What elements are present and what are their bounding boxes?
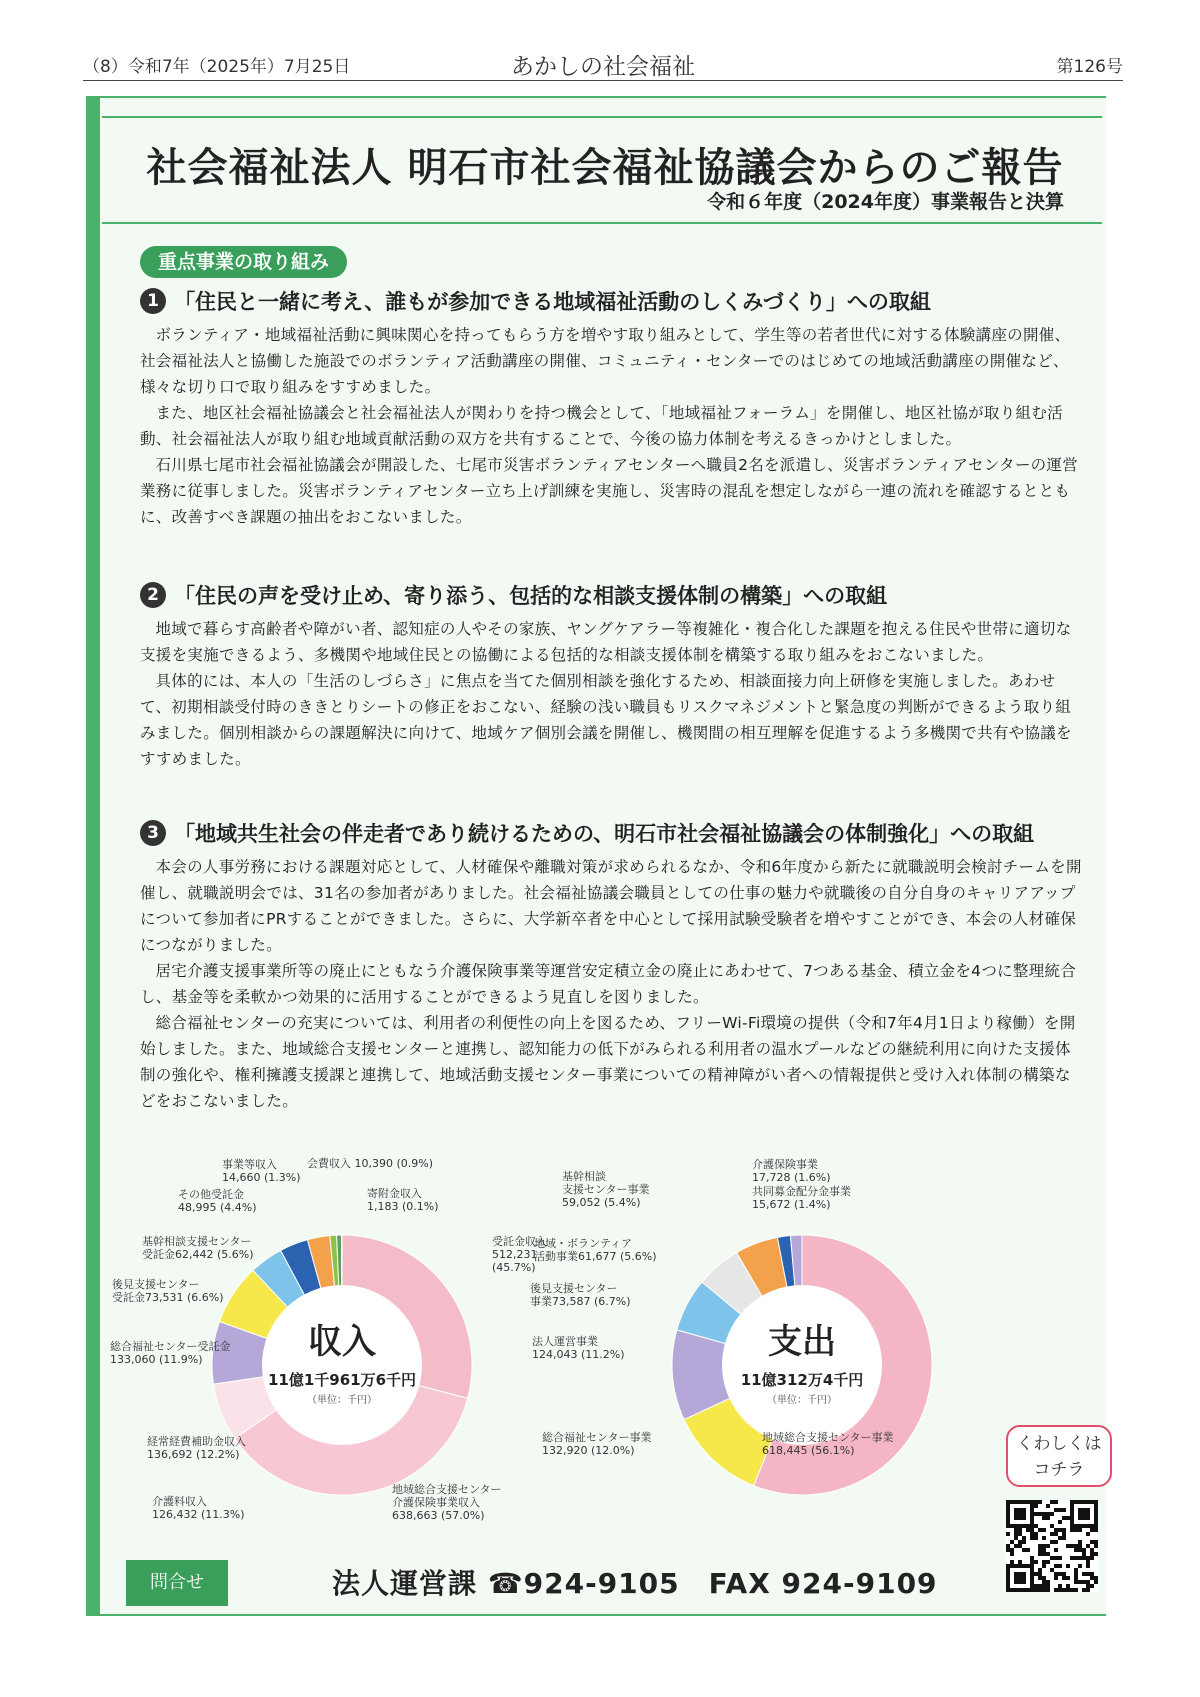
number-badge: 2 <box>140 582 166 608</box>
data-label: 133,060 (11.9%) <box>110 1353 203 1366</box>
data-label: 618,445 (56.1%) <box>762 1444 855 1457</box>
data-label: 基幹相談 <box>562 1170 606 1183</box>
donut-hole <box>262 1285 422 1445</box>
paragraph: また、地区社会福祉協議会と社会福祉法人が関わりを持つ機会として、「地域福祉フォーラム」を開催し、地区社協が取り組む活動、社会福祉法人が取り組む地域貢献活動の双方を共有することで、今後の協力体制を考えるきっかけとしました。 <box>140 404 1063 448</box>
page-title: 社会福祉法人 明石市社会福祉協議会からのご報告 <box>146 145 1064 191</box>
chart-total: 11億312万4千円 <box>740 1371 864 1389</box>
data-label: 136,692 (12.2%) <box>147 1448 240 1461</box>
paragraph: ボランティア・地域福祉活動に興味関心を持ってもらう方を増やす取り組みとして、学生等の若者世代に対する体験講座の開催、社会福祉法人と協働した施設でのボランティア活動講座の開催、コミュニティ・センターでのはじめての地域活動講座の開催など、様々な切り口で取り組みをすすめました。 <box>140 326 1071 396</box>
data-label: 活動事業61,677 (5.6%) <box>534 1250 657 1263</box>
data-label: 経常経費補助金収入 <box>147 1435 246 1448</box>
section-pill: 重点事業の取り組み <box>140 246 347 278</box>
data-label: 共同募金配分金事業 <box>752 1185 851 1198</box>
data-label: その他受託金 <box>178 1188 244 1201</box>
data-label: 124,043 (11.2%) <box>532 1348 625 1361</box>
page-subtitle: 令和６年度（2024年度）事業報告と決算 <box>707 191 1064 213</box>
section-1 <box>140 286 1085 530</box>
newsletter-name: あかしの社会福祉 <box>511 54 695 80</box>
qr-callout-line: コチラ <box>1033 1460 1085 1480</box>
paragraph: 本会の人事労務における課題対応として、人材確保や離職対策が求められるなか、令和6年度から新たに就職説明会検討チームを開催し、就職説明会では、31名の参加者がありました。社会福祉協議会職員としての仕事の魅力や就職後の自分自身のキャリアアップについて参加者にPRすることができました。さらに、大学新卒者を中心として採用試験受験者を増やすことができ、本会の人材確保につながりました。 <box>140 858 1082 954</box>
chart-unit: （単位：千円） <box>307 1395 377 1406</box>
data-label: 総合福祉センター受託金 <box>110 1340 231 1353</box>
paragraph: 総合福祉センターの充実については、利用者の利便性の向上を図るため、フリーWi-Fi環境の提供（令和7年4月1日より稼働）を開始しました。また、地域総合支援センターと連携し、認知能力の低下がみられる利用者の温水プールなどの継続利用に向けた支援体制の強化や、権利擁護支援課と連携して、地域活動支援センター事業についての精神障がい者への情報提供と受け入れ体制の構築などをおこないました。 <box>140 1014 1076 1110</box>
paragraph: 具体的には、本人の「生活のしづらさ」に焦点を当てた個別相談を強化するため、相談面接力向上研修を実施しました。あわせて、初期相談受付時のききとりシートの修正をおこない、経験の浅い職員もリスクマネジメントと緊急度の判断ができるよう取り組みました。個別相談からの課題解決に向けて、地域ケア個別会議を開催し、機関間の相互理解を促進するよう多機関で共有や協議をすすめました。 <box>140 672 1072 768</box>
contact-bar <box>102 1560 1002 1606</box>
contact-info: 法人運営課 ☎924-9105 FAX 924-9109 <box>332 1567 938 1600</box>
data-label: 寄附金収入 <box>367 1187 422 1200</box>
title-rule-bottom <box>102 222 1102 224</box>
data-label: 後見支援センター <box>530 1282 618 1295</box>
section-2 <box>140 580 1085 772</box>
title-rule-top <box>102 116 1102 118</box>
number-badge: 3 <box>140 820 166 846</box>
data-label: 14,660 (1.3%) <box>222 1171 301 1184</box>
data-label: 法人運営事業 <box>532 1335 598 1348</box>
data-label: 総合福祉センター事業 <box>542 1431 652 1444</box>
data-label: 地域・ボランティア <box>534 1237 633 1250</box>
issue-number: 第126号 <box>1056 57 1123 77</box>
data-label: 地域総合支援センター <box>392 1483 502 1496</box>
data-label: 会費収入 10,390 (0.9%) <box>307 1157 434 1170</box>
data-label: 受託金62,442 (5.6%) <box>142 1248 254 1261</box>
data-label: 15,672 (1.4%) <box>752 1198 831 1211</box>
contact-tag: 問合せ <box>126 1560 228 1606</box>
header-rule <box>83 80 1123 81</box>
data-label: 地域総合支援センター事業 <box>762 1431 894 1444</box>
data-label: 59,052 (5.4%) <box>562 1196 641 1209</box>
chart-title: 収入 <box>308 1322 376 1362</box>
number-badge: 1 <box>140 288 166 314</box>
donut-hole <box>722 1285 882 1445</box>
page-header <box>83 50 1123 78</box>
budget-charts <box>102 1150 1102 1545</box>
donut-charts-svg <box>102 1150 1102 1545</box>
data-label: (45.7%) <box>492 1261 536 1274</box>
qr-code[interactable] <box>1006 1500 1098 1592</box>
qr-callout-line: くわしくは <box>1016 1434 1102 1454</box>
section-title: 「地域共生社会の伴走者であり続けるための、明石市社会福祉協議会の体制強化」への取組 <box>174 822 1035 846</box>
paragraph: 地域で暮らす高齢者や障がい者、認知症の人やその家族、ヤングケアラー等複雑化・複合化した課題を抱える住民や世帯に適切な支援を実施できるよう、多機関や地域住民との協働による包括的な相談支援体制を構築する取り組みをおこないました。 <box>140 620 1072 664</box>
chart-title: 支出 <box>768 1322 836 1362</box>
data-label: 512,231 <box>492 1248 538 1261</box>
data-label: 介護料収入 <box>152 1495 207 1508</box>
data-label: 事業等収入 <box>222 1158 277 1171</box>
data-label: 17,728 (1.6%) <box>752 1171 831 1184</box>
data-label: 介護保険事業収入 <box>392 1496 480 1509</box>
section-title: 「住民の声を受け止め、寄り添う、包括的な相談支援体制の構築」への取組 <box>174 584 888 608</box>
section-heading <box>140 818 1085 848</box>
section-heading <box>140 286 1085 316</box>
section-heading <box>140 580 1085 610</box>
data-label: 受託金収入 <box>492 1235 547 1248</box>
data-label: 事業73,587 (6.7%) <box>530 1295 631 1308</box>
paragraph: 居宅介護支援事業所等の廃止にともなう介護保険事業等運営安定積立金の廃止にあわせて、7つある基金、積立金を4つに整理統合し、基金等を柔軟かつ効果的に活用することができるよう見直しを図りました。 <box>140 962 1077 1006</box>
data-label: 638,663 (57.0%) <box>392 1509 485 1522</box>
section-title: 「住民と一緒に考え、誰もが参加できる地域福祉活動のしくみづくり」への取組 <box>174 290 931 314</box>
qr-callout <box>1006 1425 1112 1487</box>
data-label: 1,183 (0.1%) <box>367 1200 439 1213</box>
data-label: 基幹相談支援センター <box>142 1235 252 1248</box>
data-label: 126,432 (11.3%) <box>152 1508 245 1521</box>
paragraph: 石川県七尾市社会福祉協議会が開設した、七尾市災害ボランティアセンターへ職員2名を派遣し、災害ボランティアセンターの運営業務に従事しました。災害ボランティアセンター立ち上げ訓練を実施し、災害時の混乱を想定しながら一連の流れを確認するとともに、改善すべき課題の抽出をおこないました。 <box>140 456 1079 526</box>
data-label: 132,920 (12.0%) <box>542 1444 635 1457</box>
data-label: 受託金73,531 (6.6%) <box>112 1291 224 1304</box>
issue-date: （8）令和7年（2025年）7月25日 <box>83 57 351 77</box>
data-label: 48,995 (4.4%) <box>178 1201 257 1214</box>
chart-total: 11億1千961万6千円 <box>267 1371 417 1389</box>
section-3 <box>140 818 1085 1114</box>
data-label: 支援センター事業 <box>562 1183 650 1196</box>
chart-unit: （単位：千円） <box>767 1395 837 1406</box>
data-label: 介護保険事業 <box>752 1158 818 1171</box>
data-label: 後見支援センター <box>112 1278 200 1291</box>
